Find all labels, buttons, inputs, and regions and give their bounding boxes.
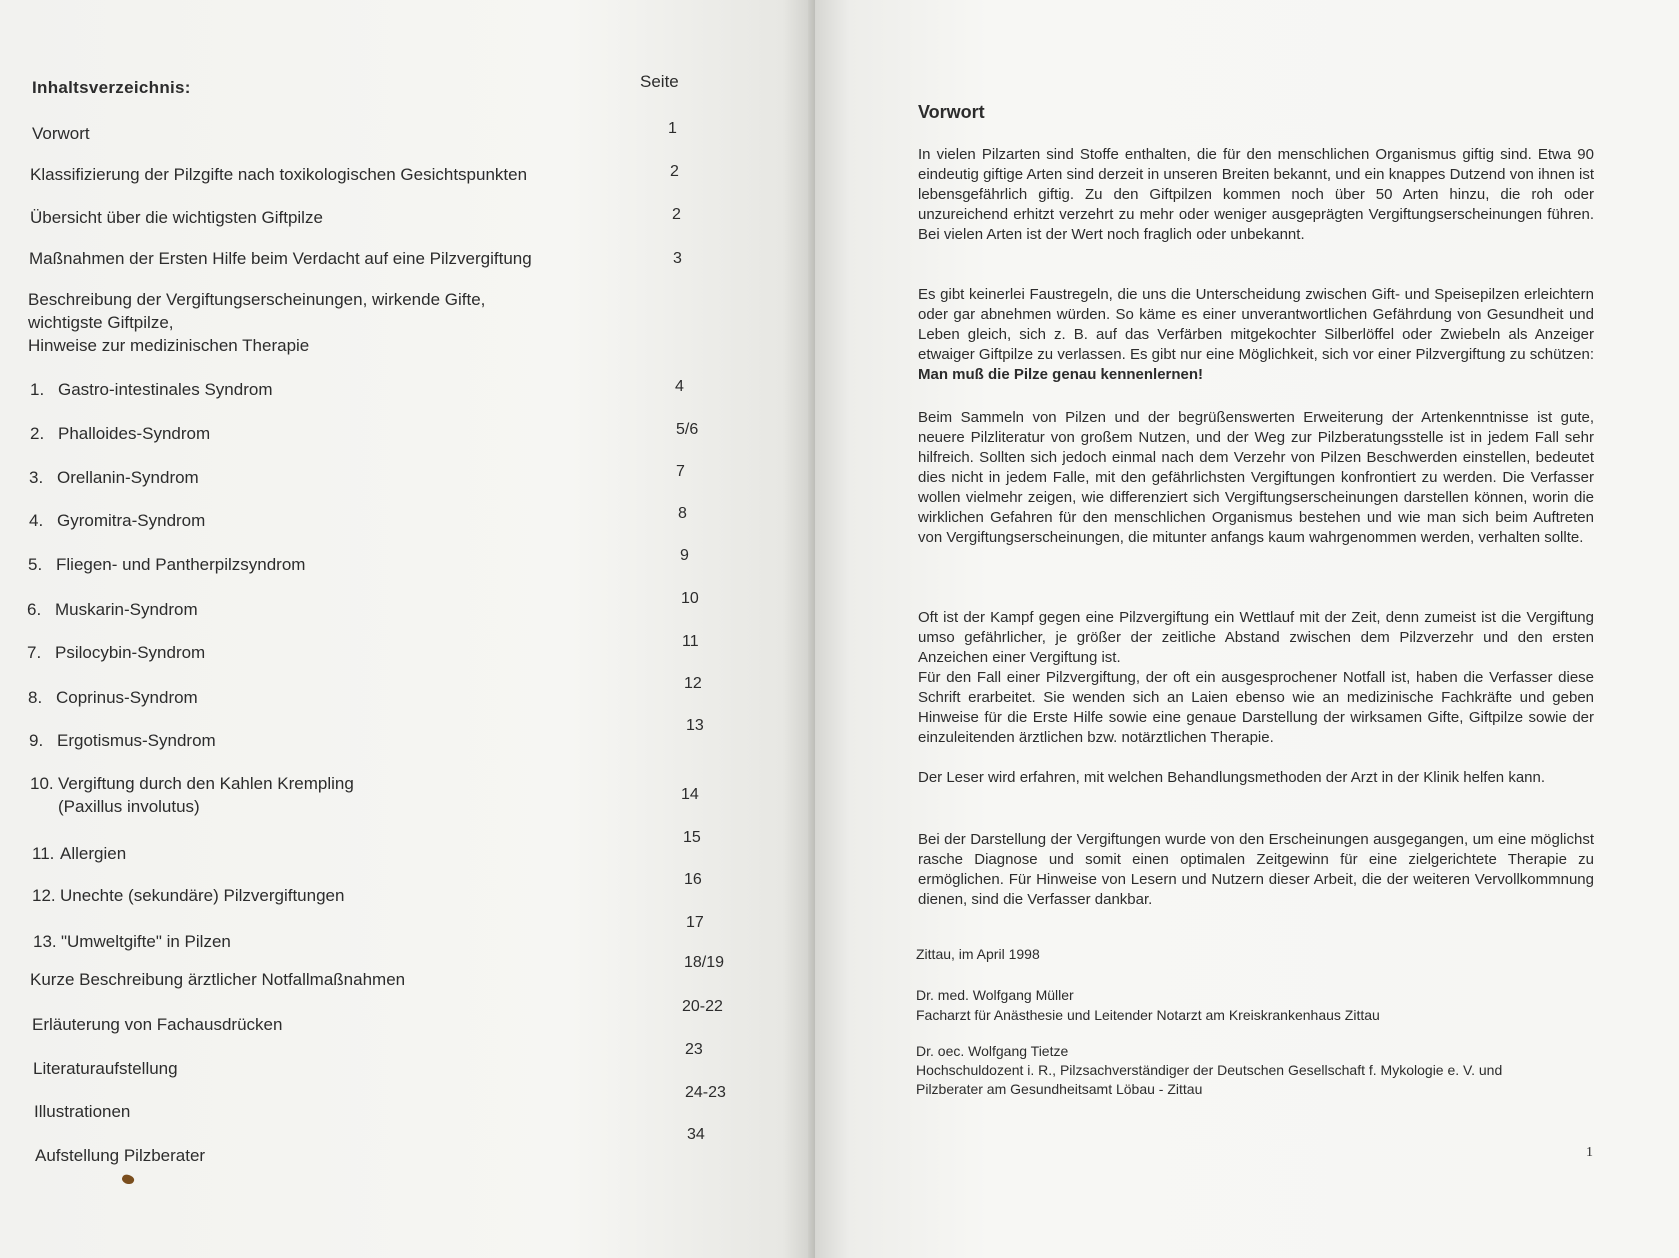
toc-entry-number: 11. — [32, 844, 55, 863]
toc-entry-number: 10. — [30, 774, 54, 793]
toc-entry-page-number: 23 — [685, 1041, 703, 1058]
place-date: Zittau, im April 1998 — [916, 946, 1040, 962]
paragraph-2-emphasis: Man muß die Pilze genau kennenlernen! — [918, 366, 1204, 383]
toc-entry-title: Übersicht über die wichtigsten Giftpilze — [30, 208, 323, 227]
toc-entry-title: Maßnahmen der Ersten Hilfe beim Verdacht auf eine Pilzvergiftung — [29, 249, 532, 268]
toc-entry-page-number: 1 — [668, 120, 677, 137]
toc-entry-title-continued: wichtigste Giftpilze, — [28, 313, 174, 332]
toc-entry-title: Erläuterung von Fachausdrücken — [32, 1015, 283, 1034]
toc-entry-page-number: 13 — [686, 717, 704, 734]
toc-entry-number: 9. — [29, 731, 44, 750]
toc-entry-page-number: 15 — [683, 829, 701, 846]
author-1-role: Facharzt für Anästhesie und Leitender Notarzt am Kreiskrankenhaus Zittau — [916, 1007, 1380, 1023]
toc-entry-title: Illustrationen — [34, 1102, 131, 1121]
toc-entry-number: 13. — [33, 932, 57, 951]
toc-entry-page-number: 9 — [680, 547, 689, 564]
toc-entry — [32, 1013, 282, 1036]
toc-entry-page-number: 14 — [681, 786, 699, 803]
toc-entry — [28, 686, 198, 709]
toc-entry-title-continued: Hinweise zur medizinischen Therapie — [28, 336, 310, 355]
toc-entry-page-number: 11 — [682, 633, 699, 650]
toc-entry-page-number: 2 — [670, 163, 679, 180]
toc-entry-title: Fliegen- und Pantherpilzsyndrom — [56, 555, 306, 574]
toc-entry — [29, 729, 216, 752]
toc-entry-title: Muskarin-Syndrom — [55, 600, 198, 619]
author-2-role-line-1: Hochschuldozent i. R., Pilzsachverständiger der Deutschen Gesellschaft f. Mykologie e. V. und — [916, 1062, 1503, 1078]
toc-entry-number: 8. — [28, 688, 43, 707]
toc-entry — [33, 1057, 178, 1080]
vorwort-title: Vorwort — [918, 102, 985, 122]
toc-entry-title: Coprinus-Syndrom — [56, 688, 198, 707]
toc-entry — [30, 206, 323, 229]
paragraph-2-text: Es gibt keinerlei Faustregeln, die uns die Unterscheidung zwischen Gift- und Speisepilzen erleichtern oder gar abnehmen würden. So käme es einer unverantwortlichen Gefährdung von Gesundheit und Leben gleich, sich z. B. auf das Verfärben mitgekochter Silberlöffel oder Zwiebeln als Anzeiger etwaiger Giftpilze zu verlassen. Es gibt nur eine Möglichkeit, sich vor einer Pilzvergiftung zu schützen: — [918, 286, 1594, 363]
vorwort-paragraph-1: In vielen Pilzarten sind Stoffe enthalten, die für den menschlichen Organismus giftig sind. Etwa 90 eindeutig giftige Arten sind derzeit in unseren Breiten bekannt, und ein knappes Dutzend von ihnen ist lebensgefährlich giftig. Zu den Giftpilzen kommen noch über 50 Arten hinzu, die roh oder unzureichend erhitzt verzehrt zu mehr oder weniger ausgeprägten Vergiftungserscheinungen führen. Bei vielen Arten ist der Wert noch fraglich oder unbekannt. — [918, 146, 1594, 243]
toc-entry-title: Kurze Beschreibung ärztlicher Notfallmaßnahmen — [30, 970, 406, 989]
toc-title: Inhaltsverzeichnis: — [32, 78, 191, 97]
toc-entry-title: Orellanin-Syndrom — [57, 468, 199, 487]
toc-entry — [29, 247, 532, 270]
vorwort-paragraph-4a: Oft ist der Kampf gegen eine Pilzvergiftung ein Wettlauf mit der Zeit, denn zumeist ist die Vergiftung umso gefährlicher, je größer der zeitliche Abstand zwischen dem Pilzverzehr und den ersten Anzeichen einer Vergiftung ist. — [918, 609, 1594, 666]
toc-entry-number: 12. — [32, 886, 56, 905]
toc-entry-number: 7. — [27, 643, 42, 662]
toc-entry — [34, 1100, 130, 1123]
toc-entry — [28, 288, 485, 357]
toc-entry-page-number: 8 — [678, 505, 687, 522]
toc-entry — [27, 598, 198, 621]
toc-entry — [30, 378, 272, 401]
toc-entry — [32, 884, 344, 907]
toc-entry — [30, 163, 527, 186]
toc-entry-title: Phalloides-Syndrom — [58, 424, 211, 443]
ink-smudge — [121, 1173, 136, 1186]
toc-entry-page-number: 7 — [676, 463, 685, 480]
toc-entry-page-number: 3 — [673, 250, 682, 267]
toc-entry-title: Beschreibung der Vergiftungserscheinungen, wirkende Gifte, — [28, 290, 486, 309]
toc-entry — [30, 772, 354, 818]
toc-entry — [32, 842, 126, 865]
toc-entry-page-number: 5/6 — [676, 421, 699, 438]
toc-entry-page-number: 34 — [687, 1126, 705, 1143]
toc-entry — [29, 509, 205, 532]
toc-entry-page-number: 20-22 — [682, 998, 723, 1015]
page-number: 1 — [1586, 1145, 1593, 1160]
toc-entry — [30, 968, 405, 991]
toc-entry-page-number: 18/19 — [684, 954, 725, 971]
toc-entry-title: Klassifizierung der Pilzgifte nach toxikologischen Gesichtspunkten — [30, 165, 528, 184]
vorwort-paragraph-4b: Für den Fall einer Pilzvergiftung, der oft ein ausgesprochener Notfall ist, haben die Verfasser diese Schrift erarbeitet. Sie wenden sich an Laien ebenso wie an medizinische Fachkräfte und geben Hinweise für die Erste Hilfe sowie eine genaue Darstellung der wirksamen Gifte, Giftpilze sowie der einzuleitenden ärztlichen bzw. notärztlichen Therapie. — [918, 669, 1594, 746]
toc-entry-title: Gyromitra-Syndrom — [57, 511, 206, 530]
vorwort-paragraph-2 — [918, 285, 1594, 385]
toc-entry-page-number: 4 — [675, 378, 684, 395]
toc-entry-number: 1. — [30, 380, 45, 399]
author-2-name: Dr. oec. Wolfgang Tietze — [916, 1043, 1069, 1059]
toc-entry-number: 4. — [29, 511, 44, 530]
toc-entry — [29, 466, 199, 489]
toc-entry-page-number: 16 — [684, 871, 702, 888]
toc-entry — [28, 553, 305, 576]
toc-entry-page-number: 17 — [686, 914, 704, 931]
toc-page-header: Seite — [640, 72, 679, 91]
vorwort-paragraph-5: Bei der Darstellung der Vergiftungen wurde von den Erscheinungen ausgegangen, um eine möglichst rasche Diagnose und somit einen optimalen Zeitgewinn für eine zielgerichtete Therapie zu ermöglichen. Für Hinweise von Lesern und Nutzern dieser Arbeit, die der weiteren Vervollkommnung dienen, sind die Verfasser dankbar. — [918, 831, 1594, 908]
toc-entry-number: 6. — [27, 600, 42, 619]
toc-entry — [32, 122, 90, 145]
author-2-role-line-2: Pilzberater am Gesundheitsamt Löbau - Zittau — [916, 1081, 1203, 1097]
toc-entry-title: Unechte (sekundäre) Pilzvergiftungen — [60, 886, 345, 905]
toc-entry-title: Psilocybin-Syndrom — [55, 643, 206, 662]
toc-entry-number: 3. — [29, 468, 44, 487]
toc-entry-number: 5. — [28, 555, 43, 574]
vorwort-paragraph-4c: Der Leser wird erfahren, mit welchen Behandlungsmethoden der Arzt in der Klinik helfen kann. — [918, 769, 1546, 786]
toc-entry — [27, 641, 205, 664]
toc-entry-title: "Umweltgifte" in Pilzen — [61, 932, 231, 951]
toc-entry-title: Literaturaufstellung — [33, 1059, 178, 1078]
toc-entry-title: Ergotismus-Syndrom — [57, 731, 216, 750]
toc-entry-title-continued: (Paxillus involutus) — [58, 797, 200, 816]
toc-entry — [35, 1144, 205, 1167]
toc-entry — [30, 422, 210, 445]
toc-entry-title: Gastro-intestinales Syndrom — [58, 380, 273, 399]
toc-entry-page-number: 12 — [684, 675, 702, 692]
toc-entry — [33, 930, 231, 953]
toc-entry-title: Vergiftung durch den Kahlen Krempling — [58, 774, 354, 793]
toc-entry-page-number: 2 — [672, 206, 681, 223]
toc-entry-number: 2. — [30, 424, 45, 443]
toc-entry-page-number: 24-23 — [685, 1084, 726, 1101]
author-1-name: Dr. med. Wolfgang Müller — [916, 987, 1074, 1003]
toc-entry-title: Aufstellung Pilzberater — [35, 1146, 206, 1165]
vorwort-paragraph-3: Beim Sammeln von Pilzen und der begrüßenswerten Erweiterung der Artenkenntnisse ist gute, neuere Pilzliteratur von großem Nutzen, und der Weg zur Pilzberatungsstelle ist in jedem Fall sehr hilfreich. Sollten sich jedoch einmal nach dem Verzehr von Pilzen Beschwerden einstellen, bedeutet dies nicht in jedem Falle, mit den gefährlichsten Vergiftungen konfrontiert zu werden. Die Verfasser wollen vielmehr zeigen, wie differenziert sich Vergiftungserscheinungen darstellen können, worin die wirklichen Gefahren für den menschlichen Organismus bestehen und wie man sich beim Auftreten von Vergiftungserscheinungen, die mitunter anfangs kaum wahrgenommen werden, verhalten sollte. — [918, 409, 1594, 546]
toc-entry-page-number: 10 — [681, 590, 699, 607]
toc-entry-title: Allergien — [60, 844, 127, 863]
toc-entry-title: Vorwort — [32, 124, 90, 143]
left-page — [0, 0, 815, 1258]
